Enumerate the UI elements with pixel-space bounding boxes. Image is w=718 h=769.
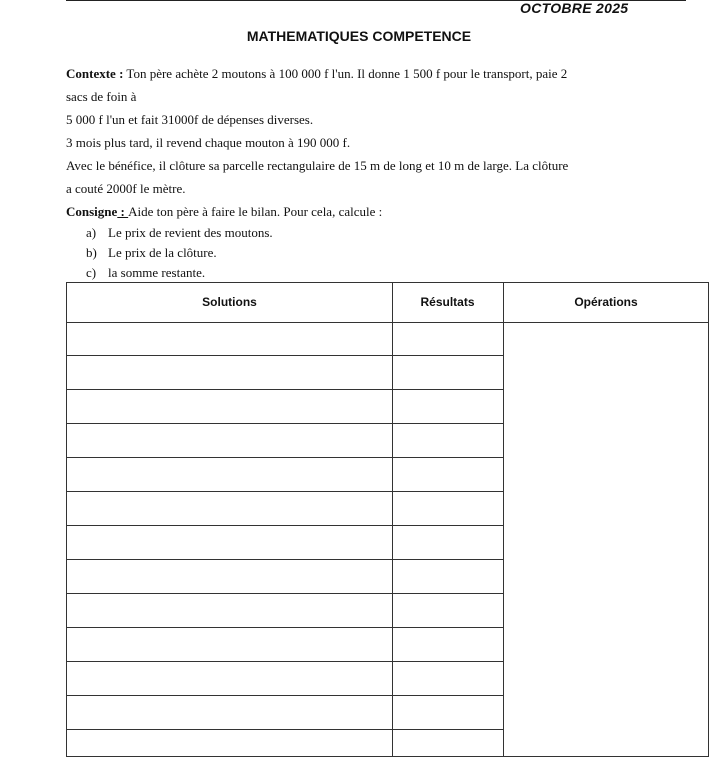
table-row-line: [67, 559, 503, 560]
answer-table: [66, 282, 709, 757]
table-row-line: [67, 661, 503, 662]
context-line-3: 5 000 f l'un et fait 31000f de dépenses diverses.: [66, 112, 314, 127]
question-text: Le prix de la clôture.: [108, 245, 217, 260]
date-heading: OCTOBRE 2025: [520, 0, 629, 16]
question-text: Le prix de revient des moutons.: [108, 225, 273, 240]
table-row-line: [67, 729, 503, 730]
context-text-1: Ton père achète 2 moutons à 100 000 f l'un. Il donne 1 500 f pour le transport, paie 2: [123, 66, 568, 81]
instruction-text: Aide ton père à faire le bilan. Pour cela, calcule :: [128, 204, 383, 219]
table-row-line: [67, 457, 503, 458]
question-letter: c): [86, 265, 97, 280]
table-row-line: [67, 389, 503, 390]
question-item: [86, 223, 686, 243]
table-row-line: [67, 627, 503, 628]
table-row-line: [67, 593, 503, 594]
column-divider: [392, 283, 393, 756]
context-line-1: [66, 62, 686, 85]
instruction-line: [66, 200, 686, 223]
question-text: la somme restante.: [108, 265, 206, 280]
context-line-6: a couté 2000f le mètre.: [66, 181, 186, 196]
question-letter: b): [86, 245, 97, 260]
table-row-line: [67, 491, 503, 492]
column-divider: [503, 283, 504, 756]
question-list: [86, 223, 686, 283]
table-row-line: [67, 423, 503, 424]
header-divider: [67, 322, 708, 323]
question-item: [86, 263, 686, 283]
header-solutions: Solutions: [202, 295, 257, 309]
exercise-body: [66, 62, 686, 283]
instruction-label: Consigne: [66, 204, 118, 219]
question-item: [86, 243, 686, 263]
context-line-2: sacs de foin à: [66, 89, 137, 104]
context-label: Contexte :: [66, 66, 124, 81]
page-title: MATHEMATIQUES COMPETENCE: [246, 28, 472, 44]
context-line-5: Avec le bénéfice, il clôture sa parcelle rectangulaire de 15 m de long et 10 m de large. La clôture: [66, 158, 569, 173]
header-operations: Opérations: [574, 295, 638, 309]
question-letter: a): [86, 225, 97, 240]
header-results: Résultats: [420, 295, 475, 309]
table-row-line: [67, 355, 503, 356]
instruction-separator: :: [117, 204, 129, 219]
table-row-line: [67, 525, 503, 526]
table-row-line: [67, 695, 503, 696]
context-line-4: 3 mois plus tard, il revend chaque mouton à 190 000 f.: [66, 135, 351, 150]
